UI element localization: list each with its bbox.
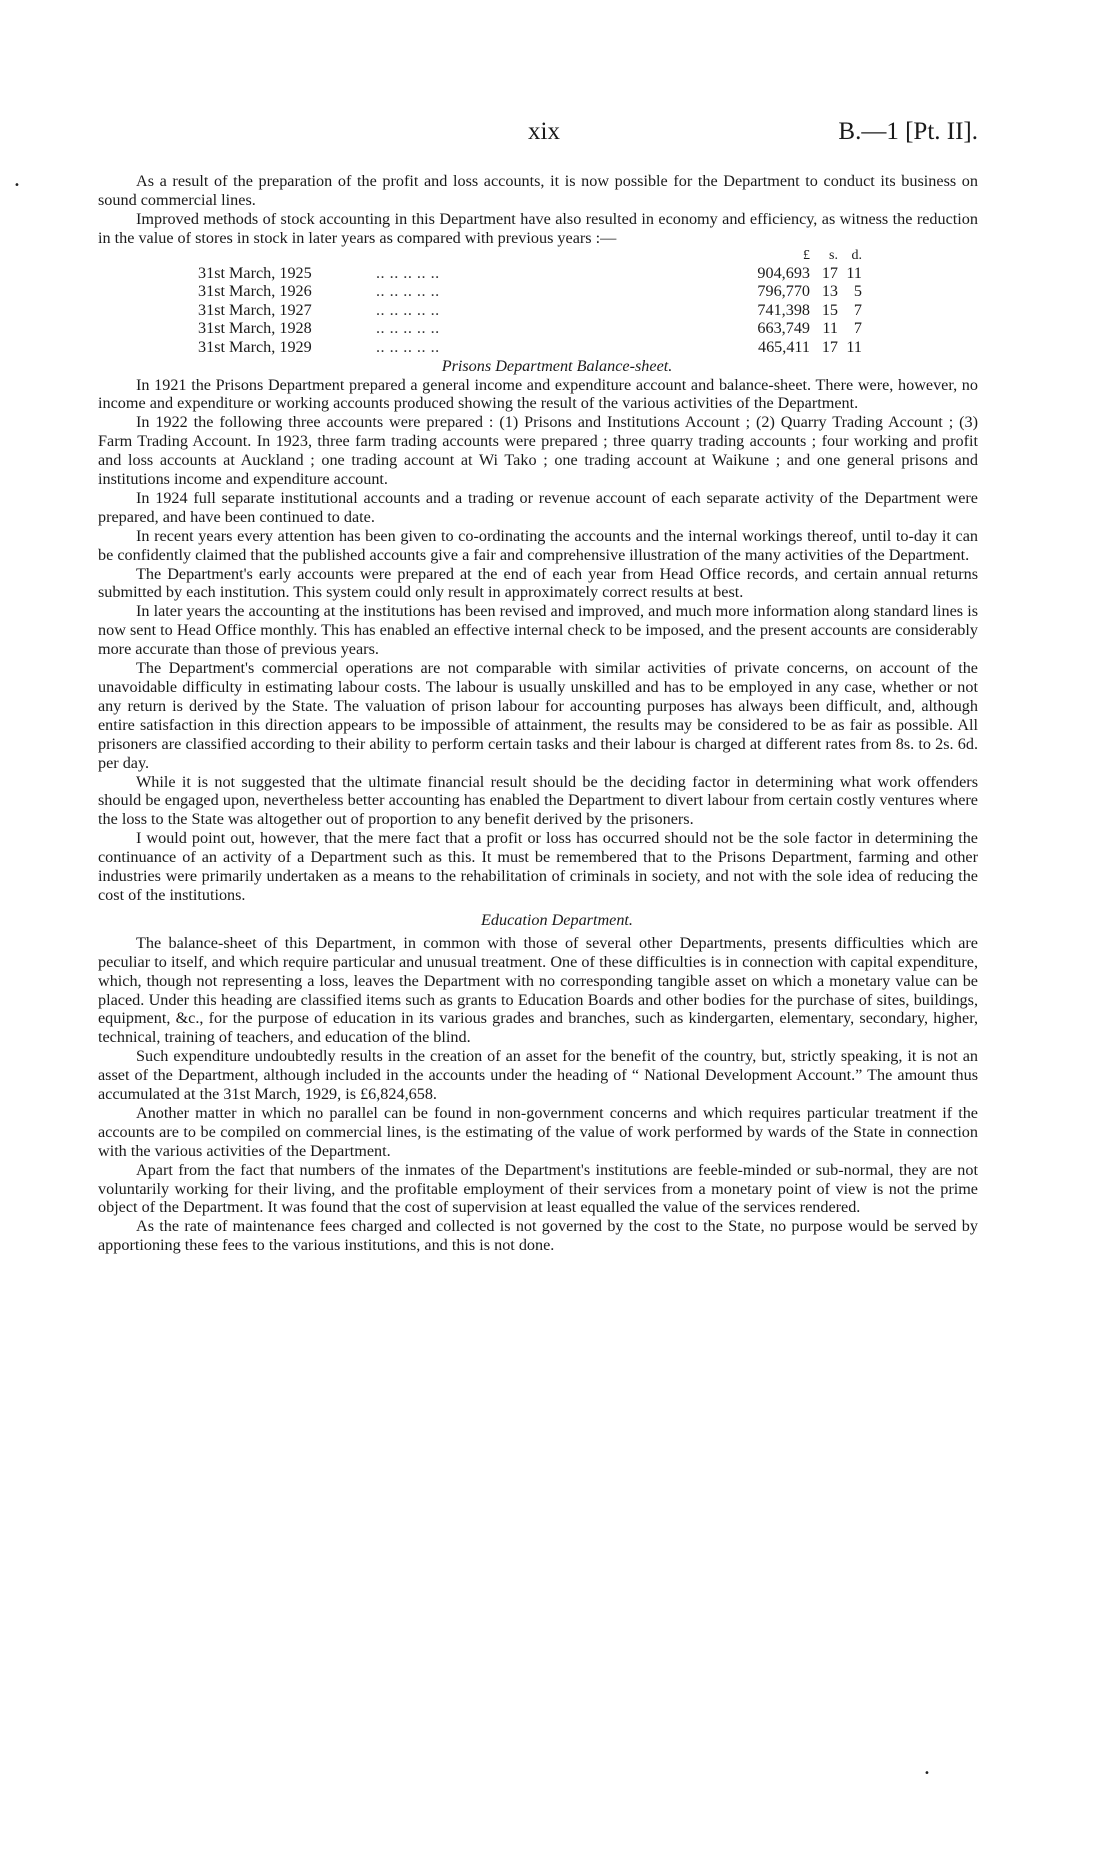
- row-shillings: 17: [821, 263, 838, 282]
- table-row: [198, 301, 862, 320]
- paragraph: Such expenditure undoubtedly results in the creation of an asset for the benefit of the country, but, strictly speaking, it is not an asset of the Department, although included in the accounts under the heading of “ National Development Account.” The amount thus accumulated at the 31st March, 1929, is £6,824,658.: [98, 1047, 978, 1104]
- paragraph: I would point out, however, that the mere fact that a profit or loss has occurred should not be the sole factor in determining the continuance of an activity of a Department such as this. It must be remembered that to the Prisons Department, farming and other industries were primarily undertaken as a means to the rehabilitation of criminals in society, and not with the sole idea of reducing the cost of the institutions.: [98, 829, 978, 904]
- row-pounds: 904,693: [757, 263, 810, 282]
- paragraph: Apart from the fact that numbers of the inmates of the Department's institutions are feeble-minded or sub-normal, they are not voluntarily working for their living, and the profitable employment of their services from a monetary point of view is not the prime object of the Department. It was found that the cost of supervision at least equalled the value of the services rendered.: [98, 1160, 978, 1217]
- dot-leader: .. .. .. .. ..: [376, 282, 440, 301]
- paragraph: While it is not suggested that the ultimate financial result should be the deciding factor in determining what work offenders should be engaged upon, nevertheless better accounting has enabled the Department to divert labour from certain costly ventures where the loss to the State was altogether out of proportion to any benefit derived by the prisoners.: [98, 772, 978, 829]
- margin-dot-mark: •: [14, 180, 20, 191]
- paragraph: In 1922 the following three accounts were prepared : (1) Prisons and Institutions Account ; (2) Quarry Trading Account ; (3) Farm Trading Account. In 1923, three farm trading accounts were prepared ; three quarry trading accounts ; four working and profit and loss accounts at Auckland ; one trading account at Wi Tako ; one trading account at Waikune ; and one general prisons and institutions income and expenditure account.: [98, 413, 978, 489]
- section-title-education: Education Department.: [481, 910, 633, 929]
- row-shillings: 11: [822, 319, 838, 338]
- table-header-row: [198, 248, 862, 264]
- dot-leader: .. .. .. .. ..: [376, 338, 440, 356]
- row-pounds: 796,770: [757, 282, 810, 301]
- row-pence: 11: [846, 338, 862, 356]
- table-row: [198, 319, 862, 338]
- row-pence: 11: [846, 263, 862, 282]
- table-row: [198, 338, 862, 357]
- paragraph: In later years the accounting at the institutions has been revised and improved, and much more information along standard lines is now sent to Head Office monthly. This has enabled an effective internal check to be imposed, and the present accounts are considerably more accurate than those of previous years.: [98, 602, 978, 659]
- body-text: [98, 172, 978, 1255]
- paragraph: In 1924 full separate institutional accounts and a trading or revenue account of each separate activity of the Department were prepared, and have been continued to date.: [98, 488, 978, 526]
- column-header-pence: d.: [851, 247, 862, 263]
- page-header: [98, 118, 978, 152]
- document-reference: B.—1 [Pt. II].: [838, 118, 978, 145]
- row-pence: 7: [853, 300, 862, 319]
- row-date: 31st March, 1925: [198, 263, 312, 282]
- row-date: 31st March, 1926: [198, 282, 312, 301]
- paragraph: Another matter in which no parallel can be found in non-government concerns and which requires particular treatment if the accounts are to be compiled on commercial lines, is the estimating of the value of work performed by wards of the State in connection with the various activities of the Department.: [98, 1103, 978, 1160]
- dot-leader: .. .. .. .. ..: [376, 319, 440, 338]
- row-shillings: 13: [821, 282, 838, 301]
- row-date: 31st March, 1928: [198, 319, 312, 338]
- paragraph: Improved methods of stock accounting in this Department have also resulted in economy and efficiency, as witness the reduction in the value of stores in stock in later years as compared with previous years :—: [98, 209, 978, 247]
- page-number: xix: [528, 118, 560, 145]
- paragraph: As the rate of maintenance fees charged and collected is not governed by the cost to the State, no purpose would be served by apportioning these fees to the various institutions, and this is not done.: [98, 1217, 978, 1255]
- paragraph: In recent years every attention has been given to co-ordinating the accounts and the internal workings thereof, until to-day it can be confidently claimed that the published accounts give a fair and comprehensive illustration of the many activities of the Department.: [98, 526, 978, 564]
- dot-leader: .. .. .. .. ..: [376, 263, 440, 282]
- row-pounds: 465,411: [757, 338, 810, 356]
- margin-dot-mark: •: [924, 1768, 930, 1779]
- paragraph: The Department's commercial operations are not comparable with similar activities of private concerns, on account of the unavoidable difficulty in estimating labour costs. The labour is usually unskilled and has to be employed in any case, whether or not any return is derived by the State. The valuation of prison labour for accounting purposes has always been difficult, and, although entire satisfaction in this direction appears to be impossible of attainment, the results may be considered to be as fair as possible. All prisoners are classified according to their ability to perform certain tasks and their labour is charged at different rates from 8s. to 2s. 6d. per day.: [98, 659, 978, 772]
- row-date: 31st March, 1927: [198, 300, 312, 319]
- row-shillings: 17: [821, 338, 838, 356]
- row-pounds: 741,398: [757, 300, 810, 319]
- row-pence: 7: [853, 319, 862, 338]
- table-row: [198, 282, 862, 301]
- row-date: 31st March, 1929: [198, 338, 312, 356]
- table-row: [198, 264, 862, 283]
- column-header-shillings: s.: [829, 247, 838, 263]
- dot-leader: .. .. .. .. ..: [376, 300, 440, 319]
- paragraph: The balance-sheet of this Department, in common with those of several other Departments, presents difficulties which are peculiar to itself, and which require particular and unusual treatment. One of these difficulties is in connection with capital expenditure, which, though not representing a loss, leaves the Department with no corresponding tangible asset on which a monetary value can be placed. Under this heading are classified items such as grants to Education Boards and other bodies for the purchase of sites, buildings, equipment, &c., for the purpose of education in its various grades and branches, such as kindergarten, elementary, secondary, higher, technical, training of teachers, and education of the blind.: [98, 933, 978, 1047]
- paragraph: The Department's early accounts were prepared at the end of each year from Head Office records, and certain annual returns submitted by each institution. This system could only result in approximately correct results at best.: [98, 564, 978, 602]
- paragraph: As a result of the preparation of the profit and loss accounts, it is now possible for the Department to conduct its business on sound commercial lines.: [98, 172, 978, 209]
- paragraph: In 1921 the Prisons Department prepared a general income and expenditure account and balance-sheet. There were, however, no income and expenditure or working accounts produced showing the result of the various activities of the Department.: [98, 375, 978, 413]
- row-shillings: 15: [821, 300, 838, 319]
- row-pence: 5: [853, 282, 862, 301]
- section-title-prisons: Prisons Department Balance-sheet.: [441, 356, 673, 375]
- stock-value-table: [198, 248, 862, 357]
- row-pounds: 663,749: [757, 319, 810, 338]
- column-header-pounds: £: [803, 247, 810, 263]
